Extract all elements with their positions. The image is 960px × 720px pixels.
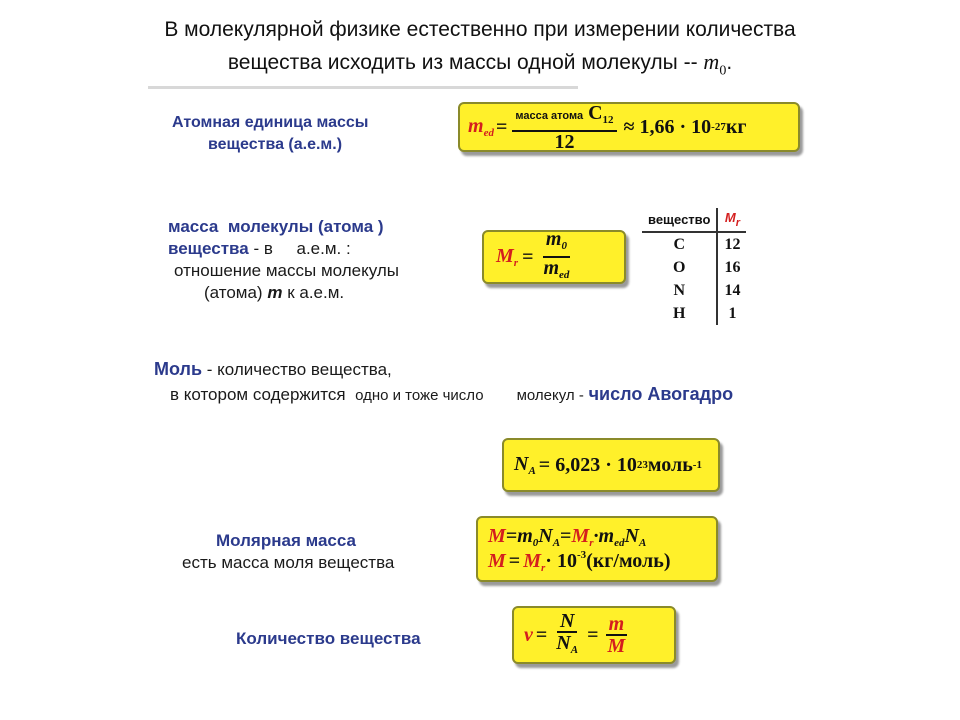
element-table-header <box>642 208 746 232</box>
mm-line-2d: : <box>346 239 351 258</box>
mm-r2-p3-sym: M <box>523 549 541 572</box>
mr-cell: 14 <box>717 279 746 302</box>
molar-mass-row-1 <box>488 525 646 549</box>
table-row <box>642 279 746 302</box>
mm-r2-p3 <box>523 550 545 572</box>
mm-r1-p1: M <box>488 524 506 547</box>
amount-f1-num: N <box>557 611 577 633</box>
mm-r2-p4-exp: -3 <box>576 548 587 561</box>
amu-lhs <box>468 115 494 139</box>
table-row <box>642 256 746 279</box>
mm-line-4a: (атома) <box>204 283 263 302</box>
mm-line-1b: молекулы (атома ) <box>227 217 384 236</box>
mr-num-sub: 0 <box>561 240 567 252</box>
amount-f1-den-sym: N <box>556 631 571 654</box>
mm-line-4 <box>168 282 468 304</box>
mm-line-2a: вещества <box>168 239 249 258</box>
amount-formula-box <box>512 606 676 664</box>
amu-unit: кг <box>725 115 747 138</box>
mole-line-1 <box>154 358 854 381</box>
molar-mass-label <box>182 530 394 574</box>
na-unit-exp: -1 <box>692 459 702 471</box>
mr-cell: 12 <box>717 232 746 256</box>
amu-num-symbol: C <box>588 101 603 124</box>
molar-mass-formula-box <box>476 516 718 582</box>
amount-eq-1: = <box>535 623 548 646</box>
amount-f1-den <box>553 633 581 660</box>
molar-mass-row-2 <box>488 549 671 574</box>
col-header-substance: вещество <box>642 208 717 232</box>
mm-r1-p6-sub: ed <box>614 536 625 549</box>
amu-label-line-2: вещества (а.е.м.) <box>208 136 343 153</box>
mr-den <box>540 258 572 285</box>
m0-subscript: 0 <box>719 63 727 79</box>
molecular-mass-label <box>168 216 468 304</box>
m0-letter: m <box>703 49 720 74</box>
mm-r1-p7-sym: N <box>624 524 639 547</box>
element-cell: H <box>672 305 686 322</box>
mm-line-1 <box>168 216 468 238</box>
header-line-2 <box>0 46 960 87</box>
amu-lhs-symbol: m <box>468 115 484 137</box>
mm-r1-p5-sym: M <box>571 524 590 547</box>
mole-term: Моль <box>154 359 203 379</box>
mr-header-sub: r <box>735 217 740 229</box>
table-row <box>642 232 746 256</box>
mr-header-symbol: M <box>724 210 736 225</box>
amount-f2-den: M <box>607 635 626 657</box>
mr-cell: 16 <box>717 256 746 279</box>
mm-line-2b: - в <box>253 239 273 258</box>
mm-r2-p1: M <box>488 549 506 572</box>
header-end-dot: . <box>726 51 733 74</box>
na-exp: 23 <box>636 459 648 471</box>
mm-r2-p4: · 10 <box>545 549 577 572</box>
mm-r1-p3-sub: A <box>552 536 561 549</box>
mr-den-sub: ed <box>559 269 570 281</box>
mr-eq: = <box>522 245 534 268</box>
amount-fraction-1 <box>553 611 581 660</box>
mm-r1-p7-sub: A <box>638 536 647 549</box>
mole-definition <box>154 358 854 407</box>
mr-lhs-sub: r <box>513 257 519 269</box>
amount-f1-den-sub: A <box>570 643 579 656</box>
na-value: = 6,023 · 10 <box>538 453 637 476</box>
mole-def-2a: в котором содержится <box>170 385 346 404</box>
amu-num-sub: 12 <box>602 113 614 126</box>
element-cell: C <box>673 236 685 253</box>
mm-r2-p5: (кг/моль) <box>586 549 671 572</box>
element-table <box>642 208 746 325</box>
mm-line-4c: к <box>287 283 295 302</box>
na-sub: A <box>528 465 536 477</box>
mole-def-2c: молекул - <box>516 387 584 404</box>
mm-line-1a: масса <box>168 217 219 236</box>
na-unit: моль <box>647 453 693 476</box>
mr-fraction <box>540 229 572 285</box>
table-row <box>642 302 746 325</box>
na-lhs <box>514 453 536 477</box>
amu-lhs-sub: ed <box>483 127 494 139</box>
header-line-1: В молекулярной физике естественно при измерении количества <box>164 18 796 41</box>
mm-r2-p2: = <box>508 549 521 572</box>
amu-label <box>172 112 368 156</box>
col-header-mr <box>717 208 746 232</box>
mm-r1-p4: = <box>560 524 572 547</box>
mm-r1-p2-sub: 0 <box>532 536 539 549</box>
amount-f2-num: m <box>606 614 628 636</box>
mm-line-3: отношение массы молекулы <box>174 261 399 280</box>
mm-r1-p6 <box>594 525 625 547</box>
mole-line-2 <box>154 383 854 407</box>
avogadro-term: число Авогадро <box>588 384 734 404</box>
nu-symbol: ν <box>524 623 533 646</box>
mr-lhs <box>496 245 518 269</box>
mr-cell: 1 <box>717 302 746 325</box>
mm-line-2c: а.е.м. <box>296 239 342 258</box>
amu-eq: = <box>495 115 508 138</box>
na-symbol: N <box>514 453 529 475</box>
mm-line-4d: а.е.м. <box>299 283 345 302</box>
mm-line-4b: m <box>267 283 283 302</box>
mr-num <box>543 229 570 258</box>
mm-r1-p2 <box>506 525 538 547</box>
molar-mass-term: Молярная масса <box>216 531 356 550</box>
avogadro-formula-box <box>502 438 720 492</box>
mm-r2-p3-sub: r <box>541 561 546 574</box>
amu-num-text: масса атома <box>515 109 584 122</box>
amu-fraction-den: 12 <box>554 130 575 153</box>
mm-line-2 <box>168 238 468 260</box>
slide-header <box>0 14 960 87</box>
amu-formula-box <box>458 102 800 152</box>
mm-r1-p7 <box>624 525 646 547</box>
amu-label-line-1: Атомная единица массы <box>172 114 369 131</box>
molar-mass-def: есть масса моля вещества <box>182 553 395 572</box>
header-divider <box>148 86 578 89</box>
m0-symbol <box>703 49 727 79</box>
mr-formula-box <box>482 230 626 284</box>
mm-r1-p2-sym: =m <box>505 524 533 547</box>
mr-lhs-symbol: M <box>496 245 514 267</box>
mm-r1-p5 <box>571 525 593 547</box>
element-cell: N <box>673 282 685 299</box>
mm-r1-p3-sym: N <box>538 524 553 547</box>
amu-fraction-num <box>512 103 616 132</box>
mm-r1-p3 <box>538 525 560 547</box>
element-cell: O <box>672 259 686 276</box>
mm-r1-p6-sym: ·m <box>593 524 615 547</box>
mole-def-2b: одно и тоже число <box>355 387 484 404</box>
header-line-2-text: вещества исходить из массы одной молекулы -- <box>227 51 698 74</box>
mole-def-1: - количество вещества, <box>206 360 392 379</box>
amu-fraction <box>512 103 616 152</box>
amount-label: Количество вещества <box>236 629 421 648</box>
mr-den-symbol: m <box>543 257 560 279</box>
amount-eq-2: = <box>587 623 599 646</box>
amu-exp: -27 <box>711 121 726 133</box>
element-table-wrap <box>642 208 746 325</box>
mr-num-symbol: m <box>545 228 562 250</box>
mm-r1-p5-sub: r <box>589 536 594 549</box>
amu-approx: ≈ 1,66 · 10 <box>623 115 712 138</box>
amount-fraction-2 <box>605 614 629 656</box>
